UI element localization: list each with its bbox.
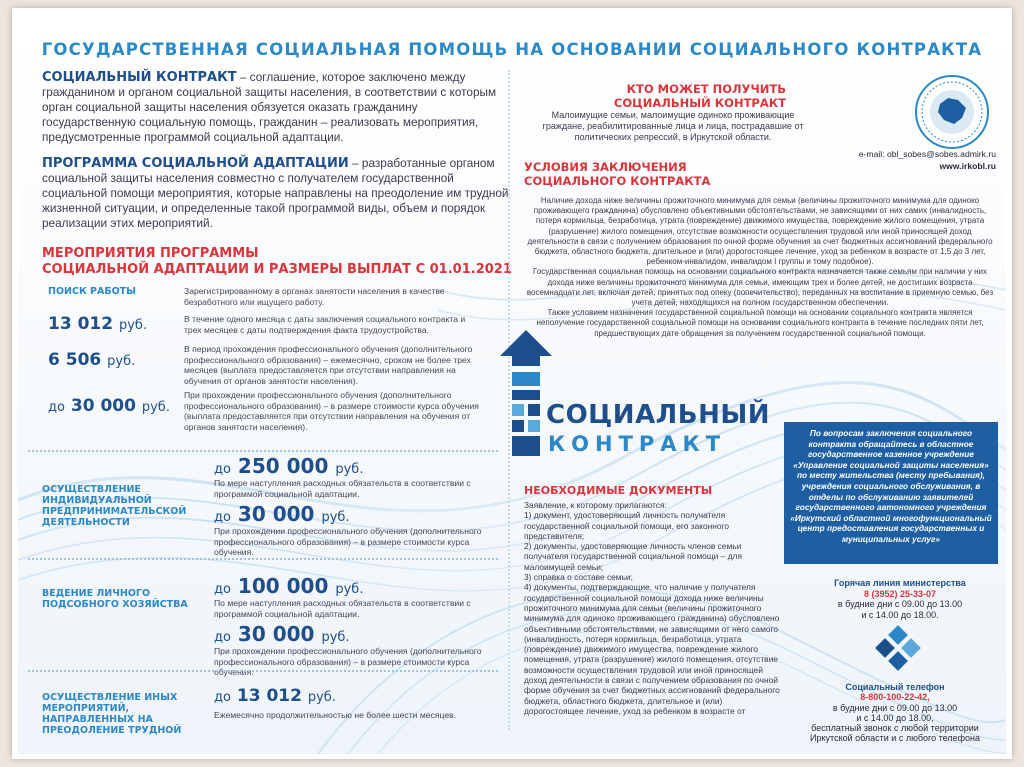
contact-email: e-mail: obl_sobes@sobes.admirk.ru: [858, 149, 996, 159]
business-label: ОСУЩЕСТВЛЕНИЕ ИНДИВИДУАЛЬНОЙ ПРЕДПРИНИМАТЕЛЬСКОЙ ДЕЯТЕЛЬНОСТИ: [42, 484, 187, 528]
contacts: [838, 148, 996, 172]
currency-rub: руб.: [107, 354, 136, 369]
poster-banner-title: ГОСУДАРСТВЕННАЯ СОЦИАЛЬНАЯ ПОМОЩЬ НА ОСНОВАНИИ СОЦИАЛЬНОГО КОНТРАКТА: [41, 40, 983, 59]
job-search-amount2-row: [48, 350, 135, 370]
info-box: По вопросам заключения социального контракта обращайтесь в областное государственное казенное учреждение «Управление социальной защиты населения» по месту жительства (месту пребывания), учреждения социального обслуживания, в отделы по обслуживанию заявителей государственного автономного учреждения «Иркутский областной многофункциональный центр предоставления государственных и муниципальных услуг»: [784, 422, 998, 564]
business-amount1: 250 000: [237, 454, 329, 478]
job-search-note3: При прохождении профессионального обучения (дополнительного профессионального образования) – в размере стоимости курса обучения (выплата предоставляется при отсутствии направления на обучения от органов занятости населения).: [184, 390, 479, 432]
currency-rub: руб.: [335, 462, 364, 477]
conditions-text: [524, 196, 996, 339]
ministry-emblem-icon: [914, 74, 990, 150]
household-note1: По мере наступления расходных обязательств в соответствии с программой социальной адаптации.: [214, 598, 471, 619]
household-amount2-row: [214, 622, 350, 646]
conditions-title-line2: СОЦИАЛЬНОГО КОНТРАКТА: [524, 174, 711, 188]
job-search-amount1: 13 012: [48, 314, 114, 334]
business-amount2: 30 000: [237, 502, 315, 526]
who-title: [486, 82, 786, 110]
measures-title-line2: СОЦИАЛЬНОЙ АДАПТАЦИИ И РАЗМЕРЫ ВЫПЛАТ С 01.01.2021: [42, 262, 512, 277]
job-search-amount2: 6 506: [48, 350, 102, 370]
job-search-label: ПОИСК РАБОТЫ: [48, 286, 136, 297]
business-amount1-row: [214, 454, 363, 478]
measures-title: [42, 246, 512, 278]
documents-text: [524, 500, 782, 716]
household-label: ВЕДЕНИЕ ЛИЧНОГО ПОДСОБНОГО ХОЗЯЙСТВА: [42, 588, 188, 610]
prefix-do: до: [214, 582, 231, 597]
job-search-note2: В период прохождения профессионального обучения (дополнительного профессионального образования) – ежемесячно, сроком не более трех месяцев (выплата предоставляется при отсутствии направления на обучения от органов занятости населения).: [184, 344, 473, 386]
job-search-amount1-row: [48, 314, 147, 334]
who-text: Малоимущие семьи, малоимущие одиноко проживающие граждане, реабилитированные лица и лица, пострадавшие от политических репрессий, в Иркутской области.: [542, 110, 804, 142]
contract-term: СОЦИАЛЬНЫЙ КОНТРАКТ: [42, 70, 237, 85]
phone-title: Социальный телефон: [845, 682, 945, 692]
documents-item: 2) документы, удостоверяющие личность членов семьи получателя государственной социальной помощи – для малоимущей семьи;: [524, 541, 742, 572]
conditions-text1: Наличие дохода ниже величины прожиточного минимума для семьи (величины прожиточного минимума для одиноко проживающего гражданина) обусловлено объективными обстоятельствами, не зависящими от них самих (инвалидность, потеря кормильца, безработица, утрата (повреждение) движимого имущества, повреждение жилого помещения, утрата (разрушение) жилого помещения, отсутствие возможности осуществления трудовой или иной приносящей доход деятельности в связи с получением образования по очной форме обучения за счет бюджетных ассигнований федерального бюджета, областного бюджета, длительное и (или) дорогостоящее лечение, уход за ребенком в возрасте от 1,5 до 3 лет, ребенком-инвалидом, инвалидом I группы и тому подобное).: [527, 196, 993, 267]
documents-item: 4) документы, подтверждающие, что наличие у получателя государственной социальной помощи дохода ниже величины прожиточного минимума для семьи (величины прожиточного минимума для одиноко проживающего гражданина) обусловлено объективными обстоятельствами, не зависящими от него самого (инвалидность, потеря кормильца, безработица, утрата (повреждение) движимого имущества, повреждение жилого помещения, утрата (разрушение) жилого помещения, отсутствие возможности осуществления трудовой или иной приносящей доход деятельности в связи с получением образования по очной форме обучения за счет бюджетных ассигнований федерального бюджета, областного бюджета, длительное и (или) дорогостоящее лечение, уход за ребенком в возрасте от: [524, 582, 780, 716]
documents-item: 3) справка о составе семьи;: [524, 572, 633, 583]
diamond-logo-icon: [868, 624, 928, 684]
logo-word1: СОЦИАЛЬНЫЙ: [546, 400, 771, 430]
divider: [28, 450, 498, 452]
phone-note2: Иркутской области и с любого телефона: [810, 733, 980, 744]
household-amount2: 30 000: [237, 622, 315, 646]
job-search-note1: В течение одного месяца с даты заключения социального контракта и трех месяцев с даты подтверждения факта трудоустройства.: [184, 314, 466, 335]
job-search-note0: Зарегистрированному в органах занятости населения в качестве безработного или ищущего работу.: [184, 286, 445, 307]
job-search-amount3-row: [48, 396, 170, 416]
conditions-title-line1: УСЛОВИЯ ЗАКЛЮЧЕНИЯ: [524, 160, 687, 174]
prefix-do: до: [214, 462, 231, 477]
prefix-do: до: [48, 400, 65, 415]
business-note1: По мере наступления расходных обязательств в соответствии с программой социальной адаптации.: [214, 478, 471, 499]
currency-rub: руб.: [335, 582, 364, 597]
currency-rub: руб.: [141, 400, 170, 415]
documents-title: НЕОБХОДИМЫЕ ДОКУМЕНТЫ: [524, 484, 713, 497]
program-def-text: – разработанные органом социальной защиты населения совместно с получателем государственной социальной помощи мероприятия, которые направлены на преодоление им трудной жизненной ситуации, и определенные такой программой виды, объем и порядок реализации этих мероприятий.: [42, 156, 509, 230]
program-term: ПРОГРАММА СОЦИАЛЬНОЙ АДАПТАЦИИ: [42, 156, 349, 171]
who-title-line2: СОЦИАЛЬНЫЙ КОНТРАКТ: [613, 96, 786, 110]
business-amount2-row: [214, 502, 350, 526]
household-note2: При прохождении профессионального обучения (дополнительного профессионального образования) – в размере стоимости курса обучения.: [214, 646, 482, 677]
poster: [18, 30, 1006, 754]
business-note2: При прохождении профессионального обучения (дополнительного профессионального образования) – в размере стоимости курса обучения.: [214, 526, 482, 557]
who-title-line1: КТО МОЖЕТ ПОЛУЧИТЬ: [626, 82, 786, 96]
contract-definition: [42, 70, 512, 145]
documents-intro: Заявление, к которому прилагаются:: [524, 500, 667, 510]
hotline-hours2: и с 14.00 до 18.00.: [861, 609, 939, 620]
social-phone: [790, 682, 1000, 744]
contact-site: www.irkobl.ru: [939, 161, 996, 171]
currency-rub: руб.: [321, 630, 350, 645]
hotline-hours1: в будние дни с 09.00 до 13.00: [837, 599, 963, 609]
conditions-title: [524, 160, 824, 188]
divider: [28, 670, 498, 672]
phone-hours2: и с 14.00 до 18.00,: [856, 712, 934, 723]
conditions-text3: Также условием назначения государственной социальной помощи на основании социального контракта является неполучение государственной социальной помощи на основании социального контракта в течение последних пяти лет, предшествующих дате обращения за получением государственной социальной помощи.: [536, 308, 984, 338]
phone-hours1: в будние дни с 09.00 до 13.00: [832, 702, 958, 713]
prefix-do: до: [214, 690, 231, 705]
divider: [28, 558, 498, 560]
measures-title-line1: МЕРОПРИЯТИЯ ПРОГРАММЫ: [42, 246, 259, 261]
program-definition: [42, 156, 512, 231]
other-amount1: 13 012: [236, 686, 302, 706]
conditions-text2: Государственная социальная помощь на основании социального контракта назначается также семьям при наличии у них дохода ниже величины прожиточного минимума для семьи, имеющим трех и более детей, не достигших возраста восемнадцати лет, включая детей, принятых под опеку (попечительство), переданных на воспитание в приемную семью, без учета детей, находящихся на полном государственном обеспечении.: [526, 267, 994, 308]
hotline: [802, 578, 998, 620]
prefix-do: до: [214, 630, 231, 645]
other-amount1-row: [214, 686, 336, 706]
slide-frame: [12, 8, 1012, 759]
prefix-do: до: [214, 510, 231, 525]
hotline-number: 8 (3952) 25-33-07: [863, 588, 937, 599]
phone-note1: бесплатный звонок с любой территории: [811, 723, 979, 734]
hotline-title: Горячая линия министерства: [834, 578, 966, 588]
household-amount1: 100 000: [237, 574, 329, 598]
contract-def-text: – соглашение, которое заключено между гражданином и органом социальной защиты населения, в соответствии с которым орган социальной защиты населения обязуется оказать гражданину государственную социальную помощь, гражданин – реализовать мероприятия, предусмотренные программой социальной адаптации.: [42, 70, 497, 144]
other-note1: Ежемесячно продолжительностью не более шести месяцев.: [214, 710, 457, 720]
household-amount1-row: [214, 574, 363, 598]
documents-item: 1) документ, удостоверяющий личность получателя государственной социальной помощи, его законного представителя;: [524, 510, 730, 541]
currency-rub: руб.: [321, 510, 350, 525]
currency-rub: руб.: [118, 318, 148, 333]
currency-rub: руб.: [307, 690, 336, 705]
logo-word2: КОНТРАКТ: [548, 432, 727, 456]
job-search-amount3: 30 000: [70, 396, 136, 416]
other-label: ОСУЩЕСТВЛЕНИЕ ИНЫХ МЕРОПРИЯТИЙ, НАПРАВЛЕННЫХ НА ПРЕОДОЛЕНИЕ ТРУДНОЙ: [42, 692, 182, 736]
phone-number: 8-800-100-22-42,: [860, 692, 930, 703]
